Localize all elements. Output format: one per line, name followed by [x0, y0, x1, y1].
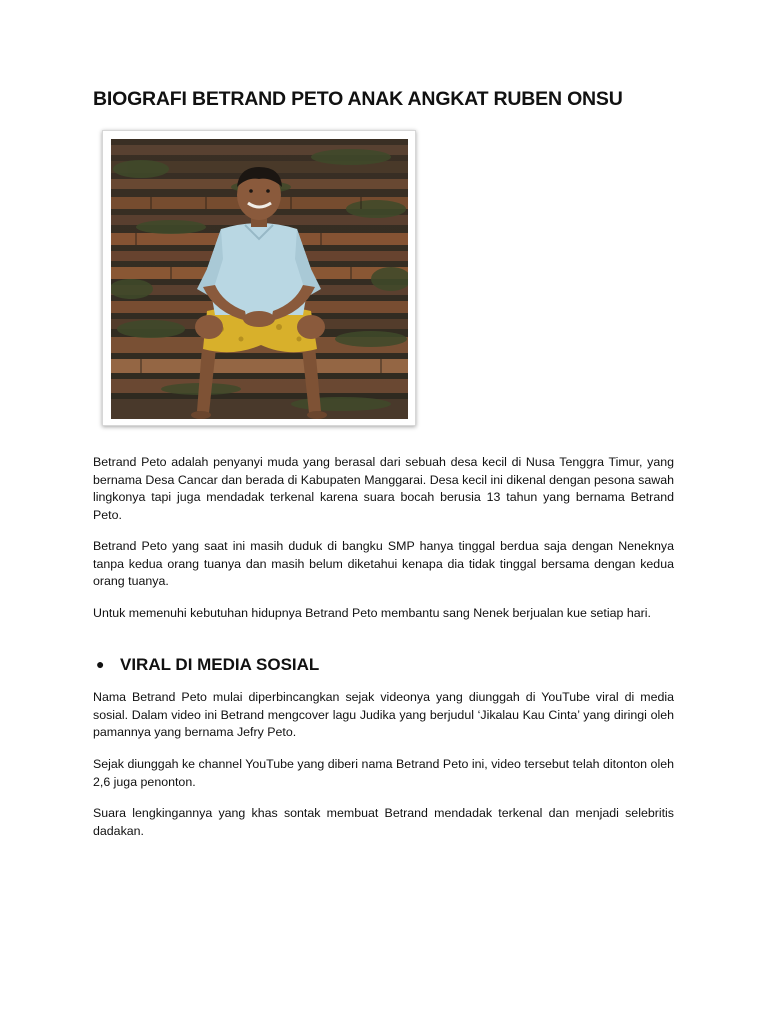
section-heading-viral [96, 655, 319, 675]
paragraph-livelihood: Untuk memenuhi kebutuhan hidupnya Betrand Peto membantu sang Nenek berjualan kue setiap hari. [93, 606, 651, 620]
paragraph-celebrity: Suara lengkingannya yang khas sontak membuat Betrand mendadak terkenal dan menjadi selebritis dadakan. [93, 806, 674, 838]
document-title: BIOGRAFI BETRAND PETO ANAK ANGKAT RUBEN ONSU [93, 88, 623, 110]
bullet-icon: ● [96, 656, 105, 672]
paragraph-family: Betrand Peto yang saat ini masih duduk di bangku SMP hanya tinggal berdua saja dengan Neneknya tanpa kedua orang tuanya dan masih belum diketahui kenapa dia tidak tinggal bersama dengan kedua orang tuanya. [93, 539, 674, 589]
boy-sitting-on-brick-steps-photo [111, 139, 408, 419]
paragraph-youtube-views: Sejak diunggah ke channel YouTube yang diberi nama Betrand Peto ini, video tersebut telah ditonton oleh 2,6 juga penonton. [93, 757, 674, 789]
paragraph-introduction: Betrand Peto adalah penyanyi muda yang berasal dari sebuah desa kecil di Nusa Tenggra Timur, yang bernama Desa Cancar dan berada di Kabupaten Manggarai. Desa kecil ini dikenal dengan pesona sawah lingkonya tapi juga mendadak terkenal karena suara bocah berusia 13 tahun yang bernama Betrand Peto. [93, 455, 674, 522]
photo-frame [102, 130, 416, 426]
paragraph-viral-video: Nama Betrand Peto mulai diperbincangkan sejak videonya yang diunggah di YouTube viral di media sosial. Dalam video ini Betrand mengcover lagu Judika yang berjudul ‘Jikalau Kau Cinta’ yang diringi oleh pamannya yang bernama Jefry Peto. [93, 690, 674, 740]
section-heading-text: VIRAL DI MEDIA SOSIAL [120, 655, 320, 674]
